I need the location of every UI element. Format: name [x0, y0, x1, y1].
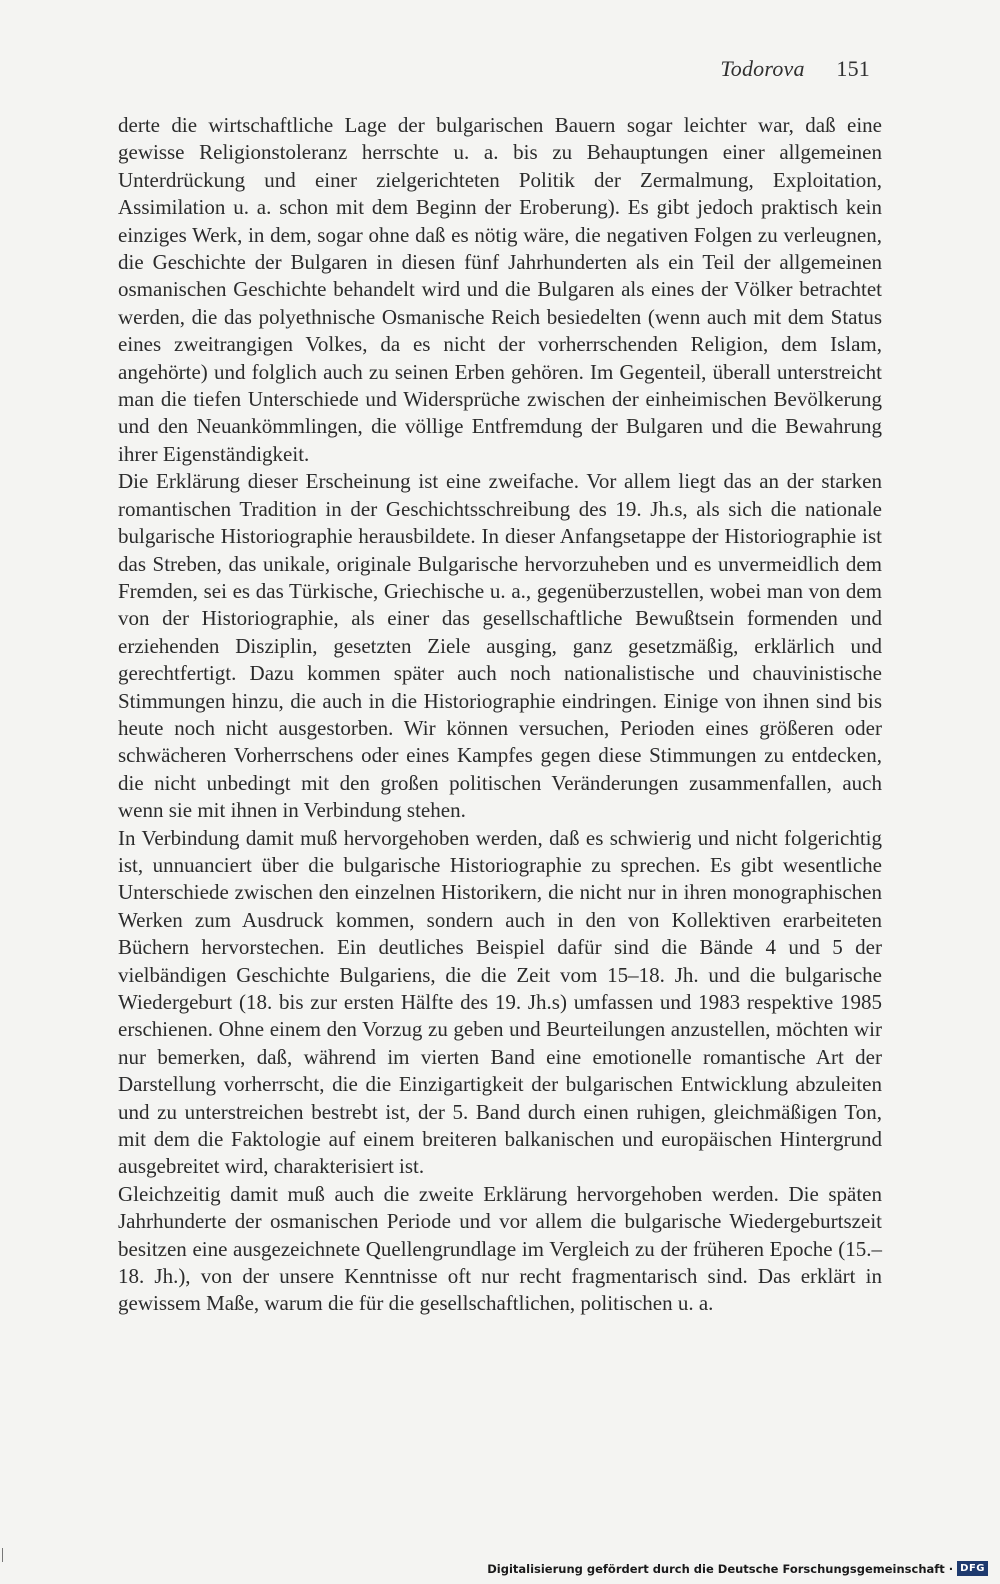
paragraph-4: Gleichzeitig damit muß auch die zweite Erklärung hervorgehoben werden. Die späten Jahrhunderte der osmanischen Periode und vor allem die bulgarische Wiedergeburtszeit besitzen eine ausgezeichnete Quellengrundlage im Vergleich zu der früheren Epoche (15.–18. Jh.), von der unsere Kenntnisse oft nur recht fragmentarisch sind. Das erklärt in gewissem Maße, warum die für die gesellschaftlichen, politischen u. a. [118, 1181, 882, 1316]
paragraph-2: Die Erklärung dieser Erscheinung ist eine zweifache. Vor allem liegt das an der starken romantischen Tradition in der Geschichtsschreibung des 19. Jh.s, als sich die nationale bulgarische Historiographie herausbildete. In dieser Anfangsetappe der Historiographie ist das Streben, das unikale, originale Bulgarische hervorzuheben und es unvermeidlich dem Fremden, sei es das Türkische, Griechische u. a., gegenüberzustellen, wobei man von dem von der Historiographie, als einer das gesellschaftliche Bewußtsein formenden und erziehenden Disziplin, gesetzten Ziele ausging, ganz gesetzmäßig, erklärlich und gerechtfertigt. Dazu kommen später auch noch nationalistische und chauvinistische Stimmungen hinzu, die auch in die Historiographie eindringen. Einige von ihnen sind bis heute noch nicht ausgestorben. Wir können versuchen, Perioden eines größeren oder schwächeren Vorherrschens oder eines Kampfes gegen diese Stimmungen zu entdecken, die nicht unbedingt mit den großen politischen Veränderungen zusammenfallen, auch wenn sie mit ihnen in Verbindung stehen. [118, 469, 882, 823]
body-text [118, 112, 882, 1318]
dfg-logo: DFG [957, 1561, 988, 1576]
paragraph-3: In Verbindung damit muß hervorgehoben werden, daß es schwierig und nicht folgerichtig ist, unnuanciert über die bulgarische Historiographie zu sprechen. Es gibt wesentliche Unterschiede zwischen den einzelnen Historikern, die nicht nur in ihren monographischen Werken zum Ausdruck kommen, sondern auch in den von Kollektiven erarbeiteten Büchern hervorstechen. Ein deutliches Beispiel dafür sind die Bände 4 und 5 der vielbändigen Geschichte Bulgariens, die die Zeit vom 15–18. Jh. und die bulgarische Wiedergeburt (18. bis zur ersten Hälfte des 19. Jh.s) umfassen und 1983 respektive 1985 erschienen. Ohne einem den Vorzug zu geben und Beurteilungen anzustellen, möchten wir nur bemerken, daß, während im vierten Band eine emotionelle romantische Art der Darstellung vorherrscht, die die Einzigartigkeit der bulgarischen Entwicklung abzuleiten und zu unterstreichen bestrebt ist, der 5. Band durch einen ruhigen, gleichmäßigen Ton, mit dem die Faktologie auf einem breiteren balkanischen und europäischen Hintergrund ausgebreitet wird, charakterisiert ist. [118, 825, 882, 1179]
digitization-footer [487, 1561, 988, 1576]
running-head [720, 56, 870, 82]
running-head-author: Todorova [720, 56, 805, 81]
page-number: 151 [836, 56, 870, 81]
paragraph-1: derte die wirtschaftliche Lage der bulgarischen Bauern sogar leichter war, daß eine gewisse Religionstoleranz herrschte u. a. bis zu Behauptungen einer allgemeinen Unterdrückung und einer zielgerichteten Politik der Zermalmung, Exploitation, Assimilation u. a. schon mit dem Beginn der Eroberung). Es gibt jedoch praktisch kein einziges Werk, in dem, sogar ohne daß es nötig wäre, die negativen Folgen zu verleugnen, die Geschichte der Bulgaren in diesen fünf Jahrhunderten als ein Teil der allgemeinen osmanischen Geschichte behandelt wird und die Bulgaren als eines der Völker betrachtet werden, die das polyethnische Osmanische Reich besiedelten (wenn auch mit dem Status eines zweitrangigen Volkes, da es nicht der vorherrschenden Religion, dem Islam, angehörte) und folglich auch zu seinen Erben gehören. Im Gegenteil, überall unterstreicht man die tiefen Unterschiede und Widersprüche zwischen der einheimischen Bevölkerung und den Neuankömmlingen, die völlige Entfremdung der Bulgaren und die Bewahrung ihrer Eigenständigkeit. [118, 113, 882, 466]
footer-text: Digitalisierung gefördert durch die Deutsche Forschungsgemeinschaft · [487, 1561, 954, 1576]
scan-edge-mark [2, 1548, 3, 1562]
